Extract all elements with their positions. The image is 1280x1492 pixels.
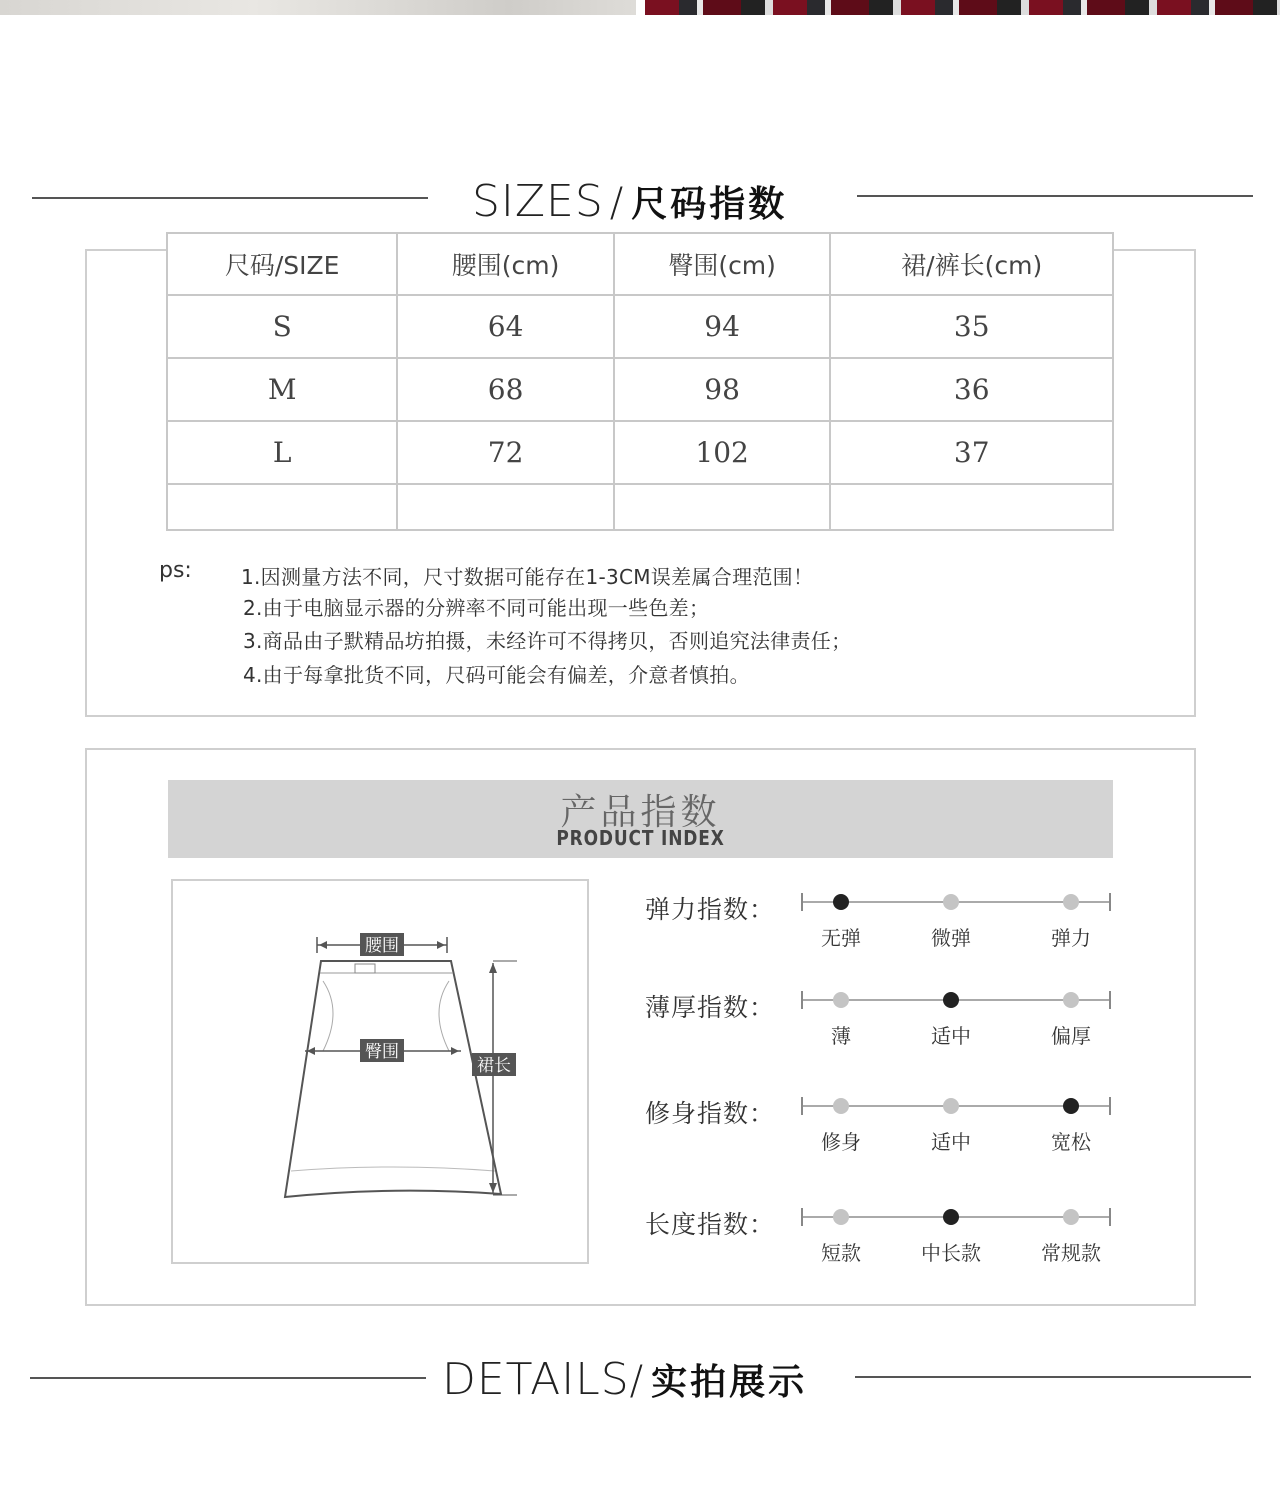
diagram-label-waist: 腰围 [365, 936, 399, 956]
index-scale [801, 1096, 1111, 1116]
index-dot [833, 1209, 849, 1225]
index-option-label: 中长款 [921, 1241, 981, 1265]
index-option-label: 无弹 [821, 926, 861, 950]
note-item: 1.因测量方法不同，尺寸数据可能存在1-3CM误差属合理范围！ [241, 565, 814, 589]
index-scale-tick [1109, 1208, 1111, 1226]
product-index-title: 产品指数 [560, 792, 721, 833]
cell-hip: 94 [614, 295, 831, 358]
index-scale [801, 990, 1111, 1010]
heading-rule-left [32, 197, 428, 199]
details-heading [442, 1354, 807, 1405]
details-heading-en: DETAILS [442, 1354, 630, 1405]
details-heading-sep: / [629, 1358, 644, 1404]
index-scale-tick [801, 1097, 803, 1115]
index-dot [1063, 992, 1079, 1008]
index-scale-tick [801, 893, 803, 911]
header-hip: 臀围(cm) [614, 233, 831, 295]
index-row-label: 薄厚指数： [645, 993, 776, 1022]
empty-cell [167, 484, 397, 530]
table-row [167, 295, 1113, 358]
sizes-heading-zh: 尺码指数 [631, 184, 788, 225]
note-item: 3.商品由子默精品坊拍摄，未经许可不得拷贝，否则追究法律责任； [243, 629, 852, 653]
cell-length: 35 [830, 295, 1113, 358]
product-index-banner [168, 780, 1113, 858]
cell-waist: 64 [397, 295, 614, 358]
index-option-label: 偏厚 [1051, 1024, 1091, 1048]
index-row-label: 长度指数： [645, 1210, 776, 1239]
index-dot [1063, 1209, 1079, 1225]
table-row [167, 358, 1113, 421]
index-scale-tick [801, 991, 803, 1009]
empty-cell [614, 484, 831, 530]
index-dot [943, 894, 959, 910]
table-row-empty [167, 484, 1113, 530]
skirt-diagram [171, 879, 589, 1264]
details-heading-zh: 实拍展示 [651, 1362, 808, 1403]
index-option-label: 宽松 [1051, 1130, 1091, 1154]
index-option-label: 适中 [931, 1024, 971, 1048]
index-dot-selected [1063, 1098, 1079, 1114]
heading-rule-right [857, 195, 1253, 197]
index-option-label: 薄 [831, 1024, 851, 1048]
size-table-header [167, 233, 1113, 295]
header-waist: 腰围(cm) [397, 233, 614, 295]
index-dot-selected [833, 894, 849, 910]
product-index-subtitle: PRODUCT INDEX [556, 826, 725, 850]
skirt-diagram-drawing [173, 881, 587, 1262]
index-scale-tick [1109, 893, 1111, 911]
notes-label: ps: [159, 558, 192, 583]
cell-size: M [167, 358, 397, 421]
index-scale-tick [1109, 1097, 1111, 1115]
cell-size: L [167, 421, 397, 484]
index-option-label: 微弹 [931, 926, 971, 950]
cell-length: 37 [830, 421, 1113, 484]
table-row [167, 421, 1113, 484]
heading-rule-left [30, 1377, 426, 1379]
index-option-label: 弹力 [1051, 926, 1091, 950]
index-row-label: 弹力指数： [645, 895, 776, 924]
index-dot-selected [943, 1209, 959, 1225]
index-option-label: 修身 [821, 1130, 861, 1154]
empty-cell [397, 484, 614, 530]
header-length: 裙/裤长(cm) [830, 233, 1113, 295]
index-scale [801, 892, 1111, 912]
index-option-label: 常规款 [1041, 1241, 1101, 1265]
header-size: 尺码/SIZE [167, 233, 397, 295]
note-item: 4.由于每拿批货不同，尺码可能会有偏差，介意者慎拍。 [243, 663, 750, 687]
product-photo-left [0, 0, 636, 15]
diagram-label-hip: 臀围 [365, 1042, 399, 1062]
product-photo-right [645, 0, 1280, 15]
cell-size: S [167, 295, 397, 358]
heading-rule-right [855, 1376, 1251, 1378]
note-item: 2.由于电脑显示器的分辨率不同可能出现一些色差； [243, 596, 710, 620]
diagram-label-length: 裙长 [477, 1056, 511, 1076]
index-dot-selected [943, 992, 959, 1008]
index-scale-tick [801, 1208, 803, 1226]
index-scale-tick [1109, 991, 1111, 1009]
index-option-label: 短款 [821, 1241, 861, 1265]
index-option-label: 适中 [931, 1130, 971, 1154]
index-dot [833, 992, 849, 1008]
cell-waist: 68 [397, 358, 614, 421]
index-row-label: 修身指数： [645, 1099, 776, 1128]
index-scale [801, 1207, 1111, 1227]
sizes-heading-en: SIZES [472, 176, 604, 227]
sizes-heading-sep: / [609, 180, 624, 226]
size-table [166, 232, 1114, 531]
cell-hip: 102 [614, 421, 831, 484]
index-dot [833, 1098, 849, 1114]
index-dot [1063, 894, 1079, 910]
index-dot [943, 1098, 959, 1114]
sizes-heading [472, 176, 787, 227]
cell-waist: 72 [397, 421, 614, 484]
cell-length: 36 [830, 358, 1113, 421]
empty-cell [830, 484, 1113, 530]
cell-hip: 98 [614, 358, 831, 421]
